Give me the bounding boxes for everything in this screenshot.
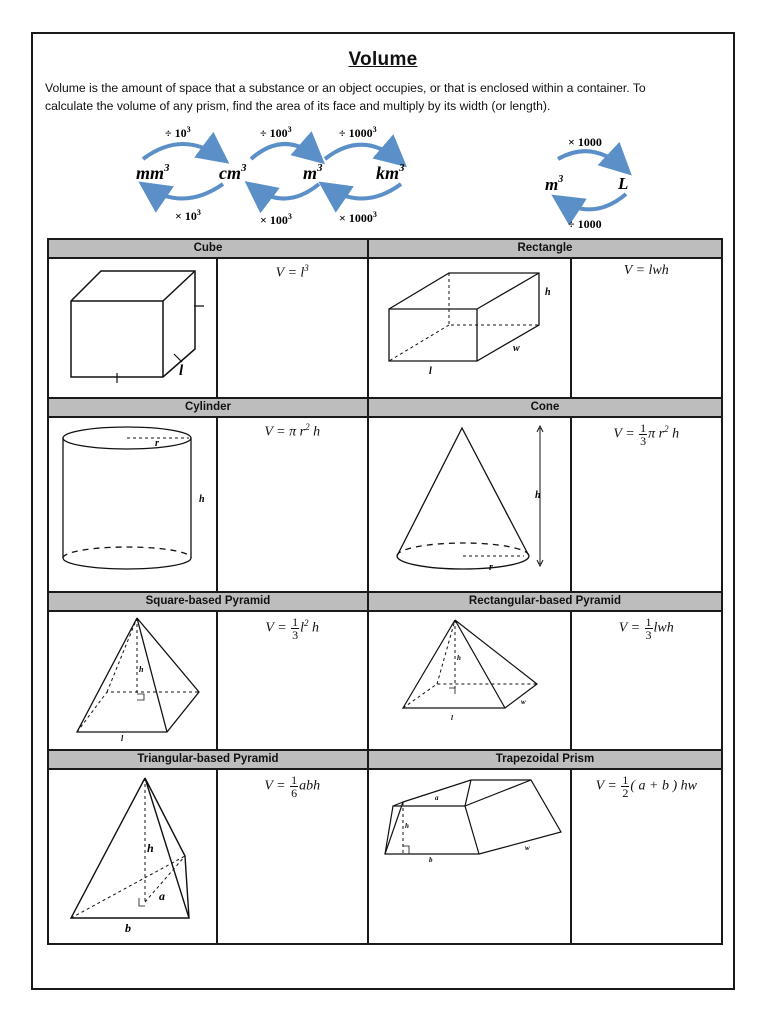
rectangle-formula: V = lwh xyxy=(623,263,669,278)
arrow-m3-to-l xyxy=(558,151,626,170)
rectangle-label-l: l xyxy=(428,366,432,377)
rect-pyramid-label-h: h xyxy=(456,654,461,662)
unit-mm: $mm^3$ xyxy=(136,162,170,183)
divide-label-1: ÷ $10^3$ xyxy=(165,125,191,140)
header-square-pyramid: Square-based Pyramid xyxy=(48,592,368,611)
rect-pyramid-diagram xyxy=(369,612,569,744)
trap-prism-label-h: h xyxy=(404,822,409,830)
square-pyramid-formula-cell xyxy=(217,611,368,750)
trap-prism-label-a: a xyxy=(434,794,439,802)
divide-label-2: ÷ $100^3$ xyxy=(260,125,292,140)
rect-pyramid-label-l: l xyxy=(450,714,453,722)
arrow-cm-to-mm xyxy=(145,184,223,199)
page-title: Volume xyxy=(348,49,418,70)
liter-multiply-label: × 1000 xyxy=(568,135,602,149)
arrow-m-to-cm xyxy=(251,184,319,199)
arrow-m-to-km xyxy=(325,145,401,162)
rectangle-formula-cell xyxy=(571,258,722,398)
cylinder-formula: V = π $r^2$ h xyxy=(264,422,321,440)
rectangle-figure-cell xyxy=(368,258,571,398)
cylinder-label-h: h xyxy=(199,494,205,505)
trap-prism-figure-cell xyxy=(368,769,571,944)
multiply-label-2: × $100^3$ xyxy=(260,212,292,227)
cylinder-formula-cell xyxy=(217,417,368,592)
square-pyramid-diagram xyxy=(49,612,215,744)
square-pyramid-label-l: l xyxy=(121,734,124,743)
tri-pyramid-label-a: a xyxy=(159,889,165,903)
cylinder-figure-cell xyxy=(48,417,217,592)
arrow-cm-to-m xyxy=(251,144,319,159)
header-tri-pyramid: Triangular-based Pyramid xyxy=(48,750,368,769)
square-pyramid-formula: V = $\frac{1}{3}$ $l^2$ h xyxy=(265,615,320,642)
unit-km: $km^3$ xyxy=(376,162,405,183)
rectangle-label-h: h xyxy=(544,287,551,298)
rect-pyramid-formula-cell xyxy=(571,611,722,750)
header-rectangle: Rectangle xyxy=(368,239,722,258)
rect-pyramid-figure-cell xyxy=(368,611,571,750)
cone-label-h: h xyxy=(534,490,541,501)
cone-figure-cell xyxy=(368,417,571,592)
worksheet-page xyxy=(31,32,735,990)
trap-prism-label-b: b xyxy=(428,856,433,864)
rect-pyramid-label-w: w xyxy=(520,698,526,706)
unit-m3-liter: $m^3$ xyxy=(545,174,564,194)
cylinder-diagram xyxy=(49,418,215,586)
cylinder-label-r: r xyxy=(155,438,159,449)
unit-liter: L xyxy=(618,174,629,193)
divide-label-3: ÷ $1000^3$ xyxy=(339,125,377,140)
unit-m: $m^3$ xyxy=(303,162,323,183)
square-pyramid-figure-cell xyxy=(48,611,217,750)
multiply-label-1: × $10^3$ xyxy=(175,208,201,223)
trap-prism-formula-cell xyxy=(571,769,722,944)
header-cylinder: Cylinder xyxy=(48,398,368,417)
header-cone: Cone xyxy=(368,398,722,417)
tri-pyramid-formula-cell xyxy=(217,769,368,944)
header-cube: Cube xyxy=(48,239,368,258)
header-rect-pyramid: Rectangular-based Pyramid xyxy=(368,592,722,611)
unit-cm: $cm^3$ xyxy=(219,162,247,183)
cube-diagram xyxy=(49,259,215,392)
header-trap-prism: Trapezoidal Prism xyxy=(368,750,722,769)
cone-formula-cell xyxy=(571,417,722,592)
tri-pyramid-diagram xyxy=(49,770,215,938)
tri-pyramid-label-h: h xyxy=(147,841,154,855)
arrow-km-to-m xyxy=(325,184,401,199)
cone-label-r: r xyxy=(488,562,493,573)
trapezoidal-prism-diagram xyxy=(369,770,569,938)
cone-formula: V = $\frac{1}{3}$ π $r^2$ h xyxy=(613,421,680,448)
cube-label-l: l xyxy=(179,363,184,379)
trap-prism-formula: V = $\frac{1}{2}$ ( a + b ) hw xyxy=(595,773,697,800)
liter-divide-label: ÷ 1000 xyxy=(568,217,602,231)
rectangular-prism-diagram xyxy=(369,259,569,392)
rect-pyramid-formula: V = $\frac{1}{3}$ lwh xyxy=(618,615,674,642)
cube-formula: $V = l^3$ xyxy=(275,263,309,281)
shapes-table xyxy=(47,238,723,945)
cube-figure-cell xyxy=(48,258,217,398)
tri-pyramid-figure-cell xyxy=(48,769,217,944)
rectangle-label-w: w xyxy=(512,343,520,354)
tri-pyramid-label-b: b xyxy=(125,921,131,935)
intro-paragraph: Volume is the amount of space that a substance or an object occupies, or that is enclosed within a container. To calculate the volume of any prism, find the area of its face and multiply by its width (or length). xyxy=(45,81,646,113)
tri-pyramid-formula: V = $\frac{1}{6}$ abh xyxy=(264,773,321,800)
square-pyramid-label-h: h xyxy=(139,665,144,674)
multiply-label-3: × $1000^3$ xyxy=(339,210,377,225)
arrow-l-to-m3 xyxy=(558,194,626,209)
cone-diagram xyxy=(369,418,569,586)
cube-formula-cell xyxy=(217,258,368,398)
unit-conversion-diagram xyxy=(33,34,737,234)
trap-prism-label-w: w xyxy=(524,844,530,852)
arrow-mm-to-cm xyxy=(143,144,223,159)
